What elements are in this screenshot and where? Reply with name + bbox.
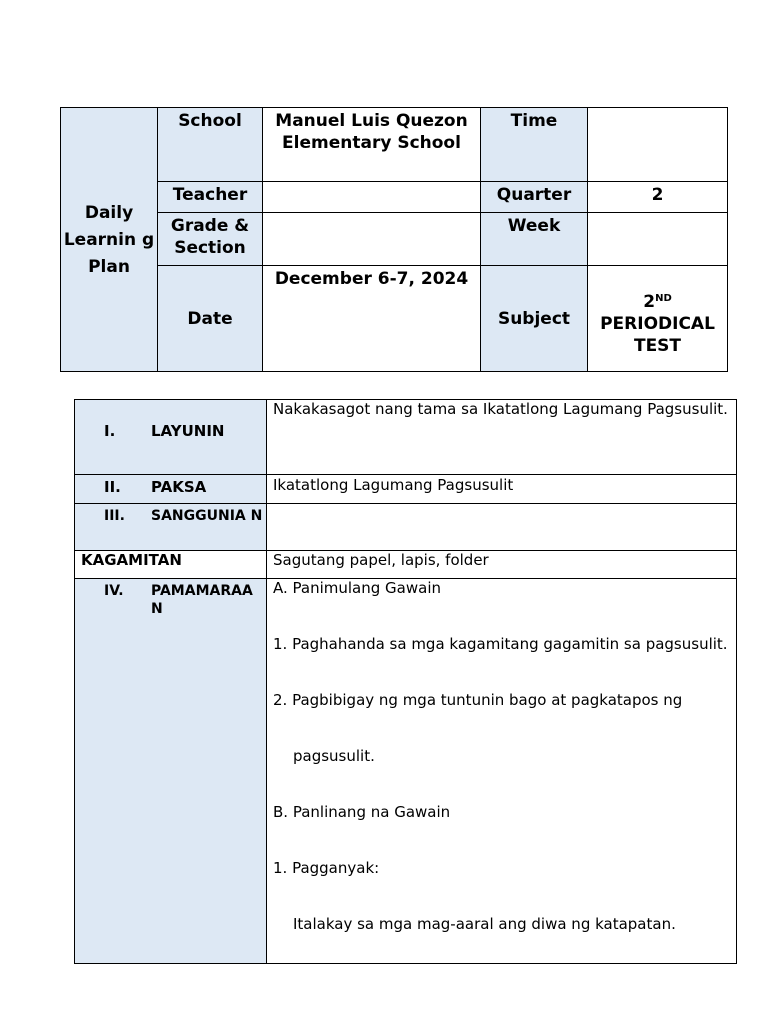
- sanggunian-value: [267, 504, 737, 551]
- paksa-value: Ikatatlong Lagumang Pagsusulit: [267, 475, 737, 504]
- table-row: [75, 504, 737, 551]
- procedure-line: Italakay sa mga mag-aaral ang diwa ng katapatan.: [293, 915, 676, 933]
- sanggunian-cell: [75, 504, 267, 551]
- table-row: [75, 579, 737, 964]
- school-label: School: [158, 108, 263, 182]
- kagamitan-value: Sagutang papel, lapis, folder: [267, 551, 737, 579]
- header-table: [60, 107, 728, 372]
- kagamitan-cell: [75, 551, 267, 579]
- procedure-line: pagsusulit.: [293, 747, 375, 765]
- table-row: [75, 475, 737, 504]
- subject-value: [588, 266, 728, 372]
- section-number: II.: [104, 478, 121, 496]
- quarter-value: 2: [588, 182, 728, 213]
- teacher-value: [263, 182, 481, 213]
- time-value: [588, 108, 728, 182]
- subject-number: 2: [643, 291, 656, 312]
- time-label: Time: [481, 108, 588, 182]
- date-value: December 6-7, 2024: [263, 266, 481, 372]
- school-value: Manuel Luis Quezon Elementary School: [263, 108, 481, 182]
- grade-section-label: Grade & Section: [158, 213, 263, 266]
- table-row: [75, 400, 737, 475]
- quarter-label: Quarter: [481, 182, 588, 213]
- pamamaraan-value: [267, 579, 737, 964]
- procedure-line: A. Panimulang Gawain: [273, 579, 441, 597]
- lesson-table: [74, 399, 737, 964]
- procedure-line: B. Panlinang na Gawain: [273, 803, 451, 821]
- paksa-cell: [75, 475, 267, 504]
- kagamitan-label: KAGAMITAN: [81, 551, 182, 569]
- paksa-label: PAKSA: [151, 478, 207, 496]
- procedure-line: 1. Pagganyak:: [273, 859, 380, 877]
- pamamaraan-label: PAMAMARAA N: [151, 583, 253, 617]
- subject-ordinal: ND: [655, 292, 672, 304]
- plan-title-line: Plan: [88, 256, 130, 277]
- plan-title: [61, 108, 158, 372]
- section-number: I.: [104, 422, 116, 440]
- procedure-line: 1. Paghahanda sa mga kagamitang gagamitin sa pagsusulit.: [273, 635, 728, 653]
- plan-title-line: Daily: [84, 202, 134, 223]
- subject-label: Subject: [481, 266, 588, 372]
- procedure-line: 2. Pagbibigay ng mga tuntunin bago at pagkatapos ng: [273, 691, 683, 709]
- sanggunian-label: SANGGUNIA N: [151, 508, 263, 524]
- date-label: Date: [158, 266, 263, 372]
- section-number: IV.: [104, 583, 124, 599]
- section-number: III.: [104, 508, 125, 524]
- layunin-value: Nakakasagot nang tama sa Ikatatlong Lagumang Pagsusulit.: [267, 400, 737, 475]
- week-value: [588, 213, 728, 266]
- layunin-cell: [75, 400, 267, 475]
- plan-title-line: Learnin g: [63, 229, 155, 250]
- grade-section-value: [263, 213, 481, 266]
- pamamaraan-cell: [75, 579, 267, 964]
- layunin-label: LAYUNIN: [151, 422, 225, 440]
- week-label: Week: [481, 213, 588, 266]
- table-row: [75, 551, 737, 579]
- teacher-label: Teacher: [158, 182, 263, 213]
- subject-text: PERIODICAL TEST: [600, 313, 715, 356]
